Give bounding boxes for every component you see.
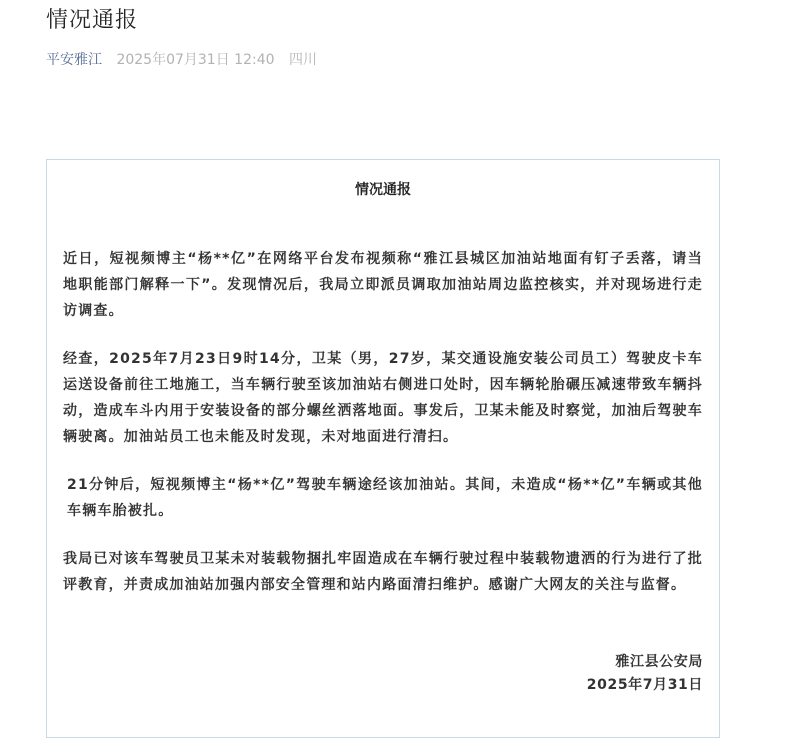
notice-paragraph-3: 21分钟后，短视频博主“杨**亿”驾驶车辆途经该加油站。其间，未造成“杨**亿”车辆或其他车辆车胎被扎。 [67,477,703,519]
notice-signature [587,651,703,697]
publish-region: 四川 [288,52,317,68]
signature-date: 2025年7月31日 [586,677,703,693]
account-name-link[interactable]: 平安雅江 [46,52,102,68]
page-title: 情况通报 [46,8,139,33]
notice-paragraph-4: 我局已对该车驾驶员卫某未对装载物捆扎牢固造成在车辆行驶过程中装载物遗洒的行为进行了批评教育，并责成加油站加强内部安全管理和站内路面清扫维护。感谢广大网友的关注与监督。 [63,551,703,593]
notice-paragraph-1: 近日，短视频博主“杨**亿”在网络平台发布视频称“雅江县城区加油站地面有钉子丢落，请当地职能部门解释一下”。发现情况后，我局立即派员调取加油站周边监控核实，并对现场进行走访调查。 [63,251,703,319]
notice-paragraph-2: 经查，2025年7月23日9时14分，卫某（男，27岁，某交通设施安装公司员工）驾驶皮卡车运送设备前往工地施工，当车辆行驶至该加油站右侧进口处时，因车辆轮胎碾压减速带致车辆抖动，造成车斗内用于安装设备的部分螺丝洒落地面。事发后，卫某未能及时察觉，加油后驾驶车辆驶离。加油站员工也未能及时发现，未对地面进行清扫。 [63,351,703,445]
notice-heading: 情况通报 [355,182,411,198]
notice-box [46,159,720,738]
signature-org: 雅江县公安局 [615,654,703,670]
article-meta [46,50,317,70]
publish-datetime: 2025年07月31日 12:40 [116,52,275,68]
